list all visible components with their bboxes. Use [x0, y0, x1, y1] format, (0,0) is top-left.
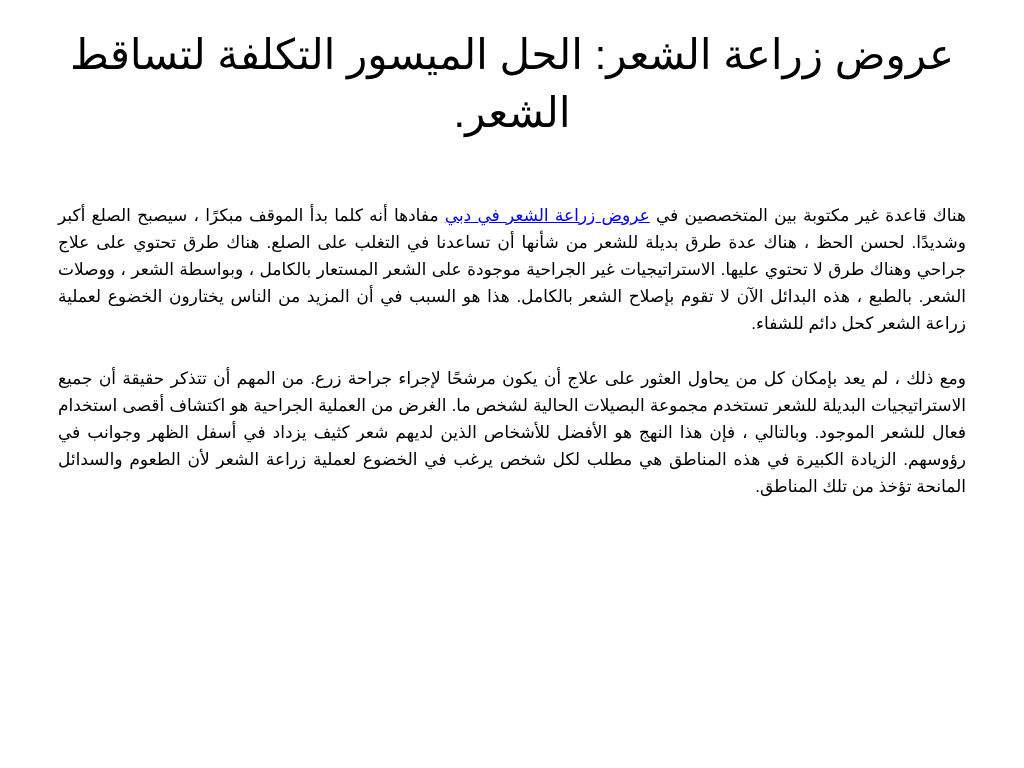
hair-transplant-offers-dubai-link[interactable]: عروض زراعة الشعر في دبي: [444, 206, 650, 225]
paragraph-1: [58, 202, 966, 337]
paragraph-2: ومع ذلك ، لم يعد بإمكان كل من يحاول العثور على علاج أن يكون مرشحًا لإجراء جراحة زرع. من المهم أن تتذكر حقيقة أن جميع الاستراتيجيات البديلة للشعر تستخدم مجموعة البصيلات الحالية لشخص ما. الغرض من العملية الجراحية هو اكتشاف أقصى استخدام فعال للشعر الموجود. وبالتالي ، فإن هذا النهج هو الأفضل للأشخاص الذين لديهم شعر كثيف يزداد في أسفل الظهر وجوانب في رؤوسهم. الزيادة الكبيرة في هذه المناطق هي مطلب لكل شخص يرغب في الخضوع لعملية زراعة الشعر لأن الطعوم والسدائل المانحة تؤخذ من تلك المناطق.: [58, 369, 966, 496]
paragraph-1-text-after-link: مفادها أنه كلما بدأ الموقف مبكرًا ، سيصبح الصلع أكبر وشديدًا. لحسن الحظ ، هناك عدة طرق بديلة للشعر من شأنها أن تساعدنا في التغلب على الصلع. هناك طرق تحتوي على علاج جراحي وهناك طرق لا تحتوي عليها. الاستراتيجيات غير الجراحية موجودة على الشعر المستعار بالكامل ، وبواسطة الشعر ، ووصلات الشعر. بالطبع ، هذه البدائل الآن لا تقوم بإصلاح الشعر بالكامل. هذا هو السبب في أن المزيد من الناس يختارون الخضوع لعملية زراعة الشعر كحل دائم للشفاء.: [58, 206, 966, 333]
slide-body: [58, 202, 966, 500]
paragraph-1-text-before-link: هناك قاعدة غير مكتوبة بين المتخصصين في: [649, 206, 966, 225]
slide-title: عروض زراعة الشعر: الحل الميسور التكلفة لتساقط الشعر.: [69, 31, 955, 136]
